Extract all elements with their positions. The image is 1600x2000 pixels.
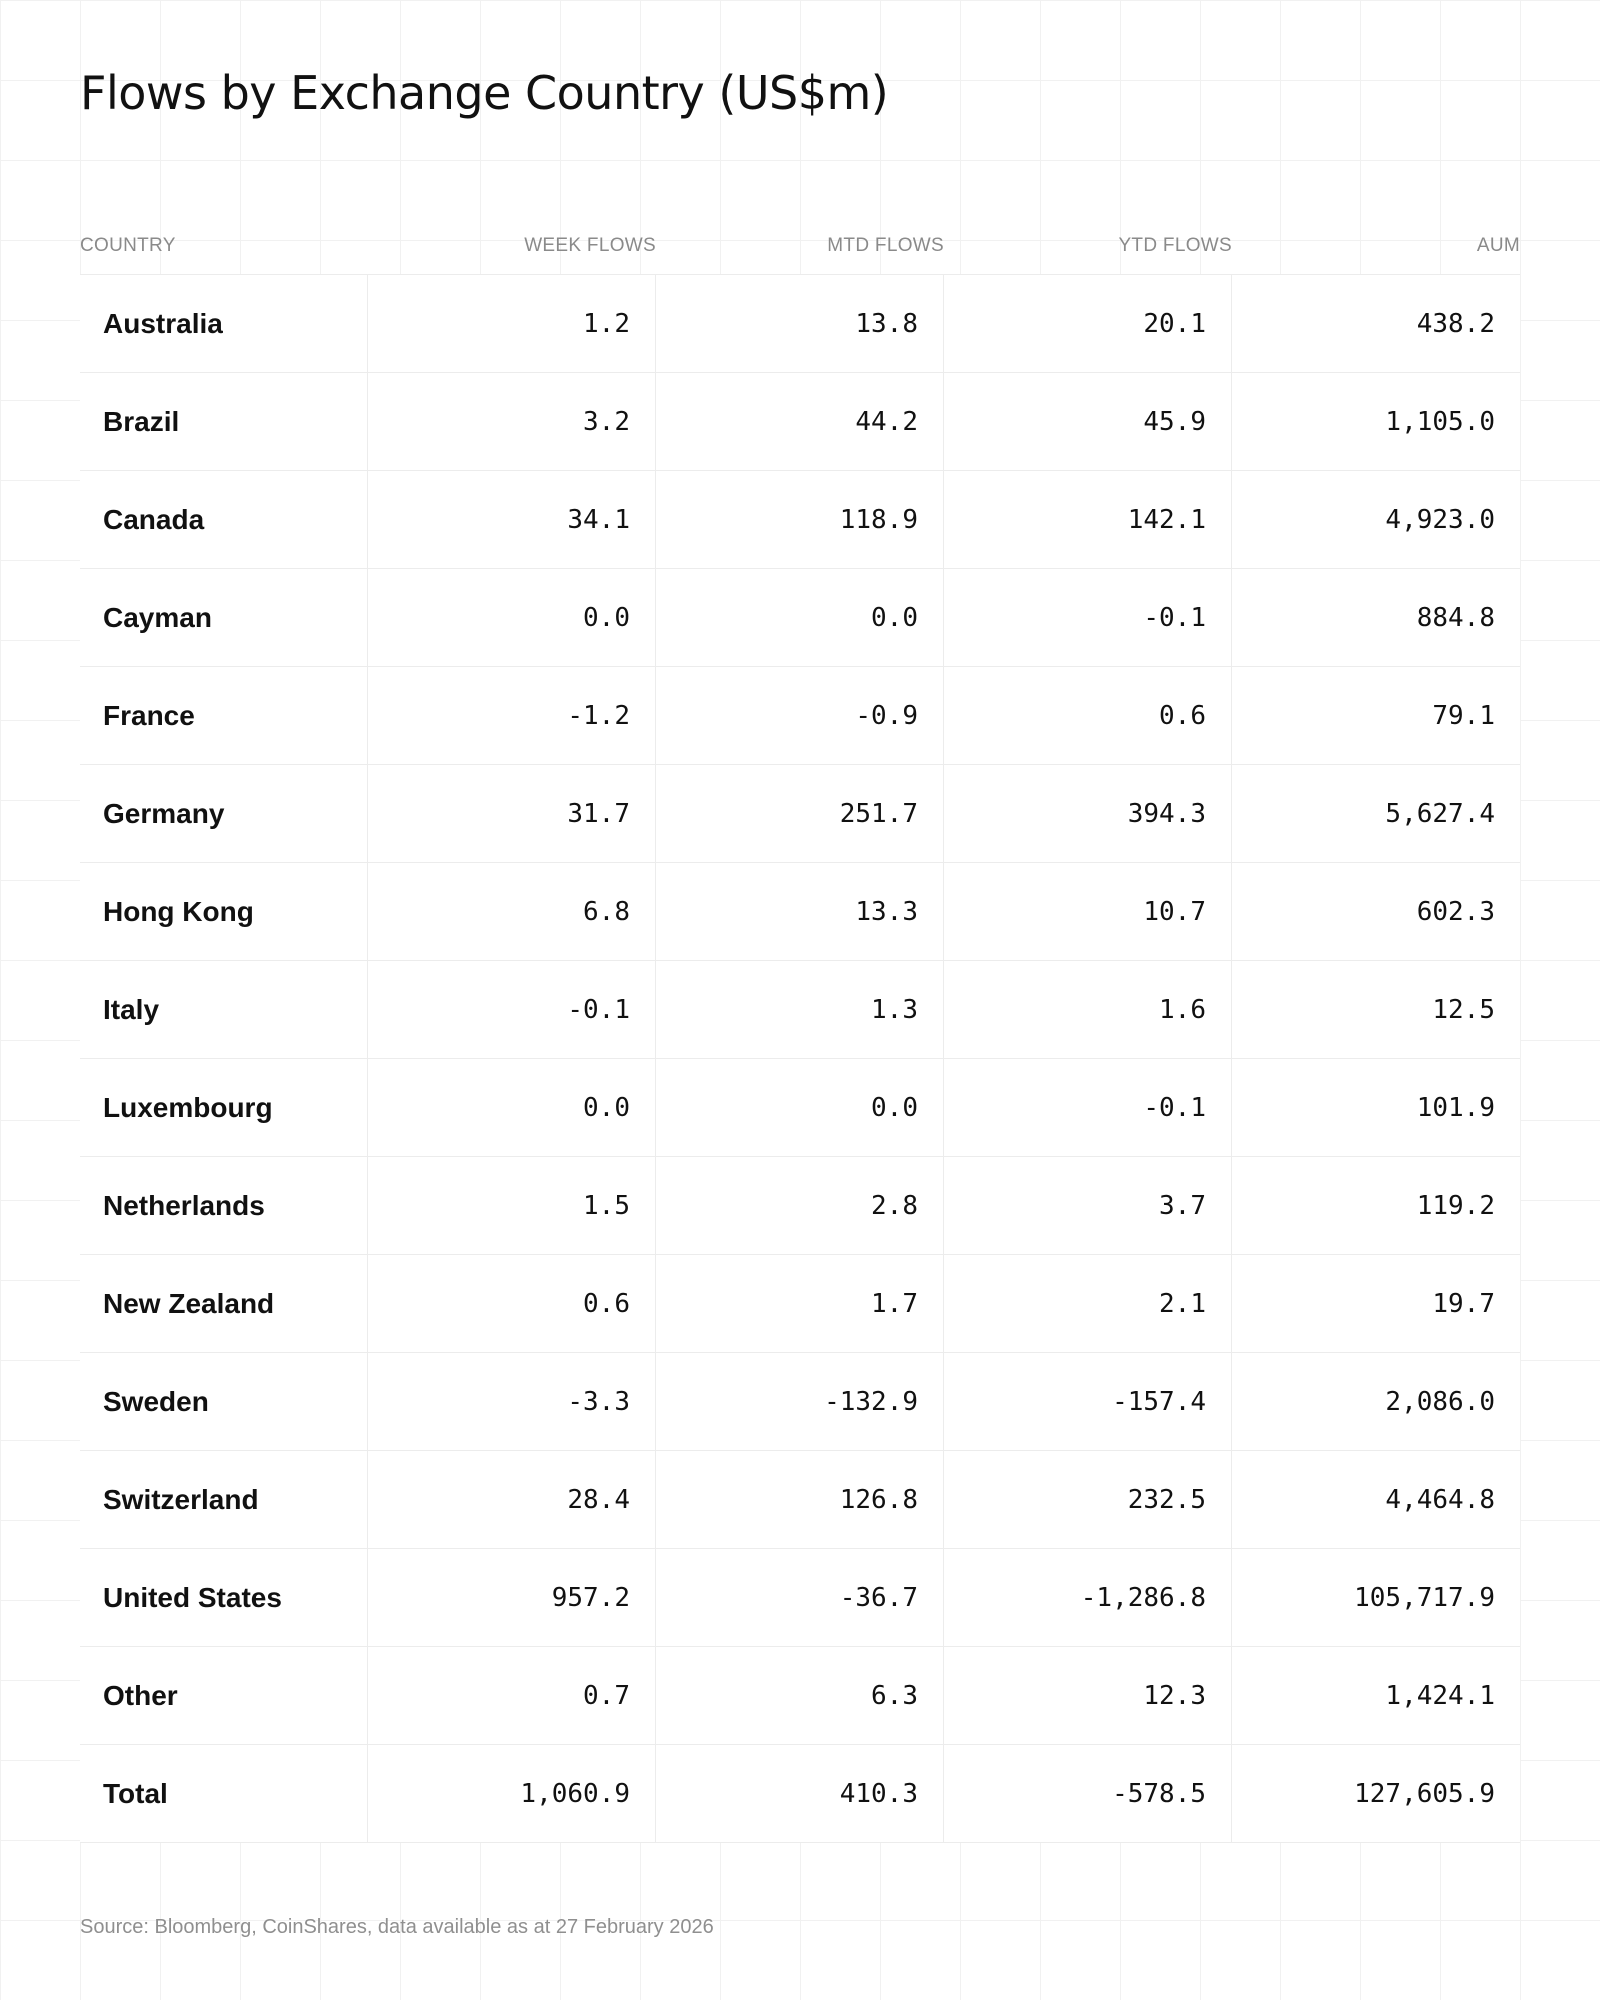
aum-cell: 602.3 [1416, 896, 1495, 927]
week-flows-cell: 1.2 [368, 275, 656, 372]
ytd-flows-cell: -1,286.8 [944, 1549, 1232, 1646]
table-row [80, 1255, 1520, 1353]
mtd-flows-cell: 44.2 [656, 373, 944, 470]
country-cell: Total [80, 1745, 368, 1842]
week-flows-cell: 0.7 [368, 1647, 656, 1744]
ytd-flows-cell: -0.1 [944, 1059, 1232, 1156]
week-flows-cell: 28.4 [368, 1451, 656, 1548]
country-cell: Cayman [80, 569, 368, 666]
country-cell: Germany [80, 765, 368, 862]
aum-cell: 2,086.0 [1385, 1386, 1495, 1417]
aum-cell: 19.7 [1432, 1288, 1495, 1319]
table-row [80, 1059, 1520, 1157]
table-row [80, 1549, 1520, 1647]
mtd-flows-cell: 410.3 [656, 1745, 944, 1842]
table-header [80, 218, 1520, 274]
table-row [80, 471, 1520, 569]
country-cell: Brazil [80, 373, 368, 470]
week-flows-cell: 0.0 [368, 1059, 656, 1156]
table-row [80, 765, 1520, 863]
mtd-flows-cell: 6.3 [656, 1647, 944, 1744]
country-cell: Italy [80, 961, 368, 1058]
mtd-flows-cell: 1.7 [656, 1255, 944, 1352]
table-row [80, 275, 1520, 373]
mtd-flows-cell: 251.7 [656, 765, 944, 862]
ytd-flows-cell: 20.1 [944, 275, 1232, 372]
aum-cell: 4,923.0 [1385, 504, 1495, 535]
ytd-flows-cell: 394.3 [944, 765, 1232, 862]
week-flows-cell: 957.2 [368, 1549, 656, 1646]
flows-table [80, 218, 1520, 1843]
aum-cell: 12.5 [1432, 994, 1495, 1025]
column-header-mtd-flows: MTD FLOWS [827, 235, 944, 256]
table-row [80, 569, 1520, 667]
country-cell: Netherlands [80, 1157, 368, 1254]
country-cell: Switzerland [80, 1451, 368, 1548]
ytd-flows-cell: -157.4 [944, 1353, 1232, 1450]
week-flows-cell: 3.2 [368, 373, 656, 470]
country-cell: France [80, 667, 368, 764]
aum-cell: 101.9 [1416, 1092, 1495, 1123]
page-title: Flows by Exchange Country (US$m) [80, 66, 889, 120]
ytd-flows-cell: 3.7 [944, 1157, 1232, 1254]
week-flows-cell: -0.1 [368, 961, 656, 1058]
ytd-flows-cell: 45.9 [944, 373, 1232, 470]
mtd-flows-cell: -0.9 [656, 667, 944, 764]
ytd-flows-cell: 10.7 [944, 863, 1232, 960]
mtd-flows-cell: 126.8 [656, 1451, 944, 1548]
column-header-ytd-flows: YTD FLOWS [1118, 235, 1232, 256]
ytd-flows-cell: 12.3 [944, 1647, 1232, 1744]
table-body [80, 274, 1520, 1843]
week-flows-cell: 6.8 [368, 863, 656, 960]
table-row [80, 1647, 1520, 1745]
week-flows-cell: -1.2 [368, 667, 656, 764]
aum-cell: 79.1 [1432, 700, 1495, 731]
week-flows-cell: 0.0 [368, 569, 656, 666]
aum-cell: 438.2 [1416, 308, 1495, 339]
aum-cell: 127,605.9 [1354, 1778, 1495, 1809]
country-cell: Hong Kong [80, 863, 368, 960]
ytd-flows-cell: -578.5 [944, 1745, 1232, 1842]
week-flows-cell: 0.6 [368, 1255, 656, 1352]
column-header-country: COUNTRY [80, 235, 176, 256]
country-cell: Sweden [80, 1353, 368, 1450]
week-flows-cell: 31.7 [368, 765, 656, 862]
country-cell: Australia [80, 275, 368, 372]
source-note: Source: Bloomberg, CoinShares, data available as at 27 February 2026 [80, 1916, 714, 1938]
aum-cell: 1,105.0 [1385, 406, 1495, 437]
ytd-flows-cell: 232.5 [944, 1451, 1232, 1548]
week-flows-cell: 1,060.9 [368, 1745, 656, 1842]
mtd-flows-cell: 0.0 [656, 569, 944, 666]
mtd-flows-cell: -36.7 [656, 1549, 944, 1646]
country-cell: United States [80, 1549, 368, 1646]
table-row [80, 667, 1520, 765]
week-flows-cell: 1.5 [368, 1157, 656, 1254]
mtd-flows-cell: 1.3 [656, 961, 944, 1058]
aum-cell: 1,424.1 [1385, 1680, 1495, 1711]
ytd-flows-cell: 142.1 [944, 471, 1232, 568]
table-row [80, 1353, 1520, 1451]
aum-cell: 4,464.8 [1385, 1484, 1495, 1515]
table-row [80, 1157, 1520, 1255]
country-cell: Canada [80, 471, 368, 568]
mtd-flows-cell: 0.0 [656, 1059, 944, 1156]
mtd-flows-cell: 13.8 [656, 275, 944, 372]
week-flows-cell: -3.3 [368, 1353, 656, 1450]
aum-cell: 5,627.4 [1385, 798, 1495, 829]
week-flows-cell: 34.1 [368, 471, 656, 568]
aum-cell: 105,717.9 [1354, 1582, 1495, 1613]
total-row [80, 1745, 1520, 1843]
aum-cell: 884.8 [1416, 602, 1495, 633]
aum-cell: 119.2 [1416, 1190, 1495, 1221]
mtd-flows-cell: 13.3 [656, 863, 944, 960]
table-row [80, 373, 1520, 471]
table-row [80, 1451, 1520, 1549]
mtd-flows-cell: 118.9 [656, 471, 944, 568]
country-cell: Luxembourg [80, 1059, 368, 1156]
ytd-flows-cell: -0.1 [944, 569, 1232, 666]
ytd-flows-cell: 0.6 [944, 667, 1232, 764]
column-header-aum: AUM [1476, 235, 1520, 256]
ytd-flows-cell: 2.1 [944, 1255, 1232, 1352]
ytd-flows-cell: 1.6 [944, 961, 1232, 1058]
country-cell: Other [80, 1647, 368, 1744]
table-row [80, 961, 1520, 1059]
column-header-week-flows: WEEK FLOWS [524, 235, 656, 256]
mtd-flows-cell: -132.9 [656, 1353, 944, 1450]
table-row [80, 863, 1520, 961]
mtd-flows-cell: 2.8 [656, 1157, 944, 1254]
country-cell: New Zealand [80, 1255, 368, 1352]
